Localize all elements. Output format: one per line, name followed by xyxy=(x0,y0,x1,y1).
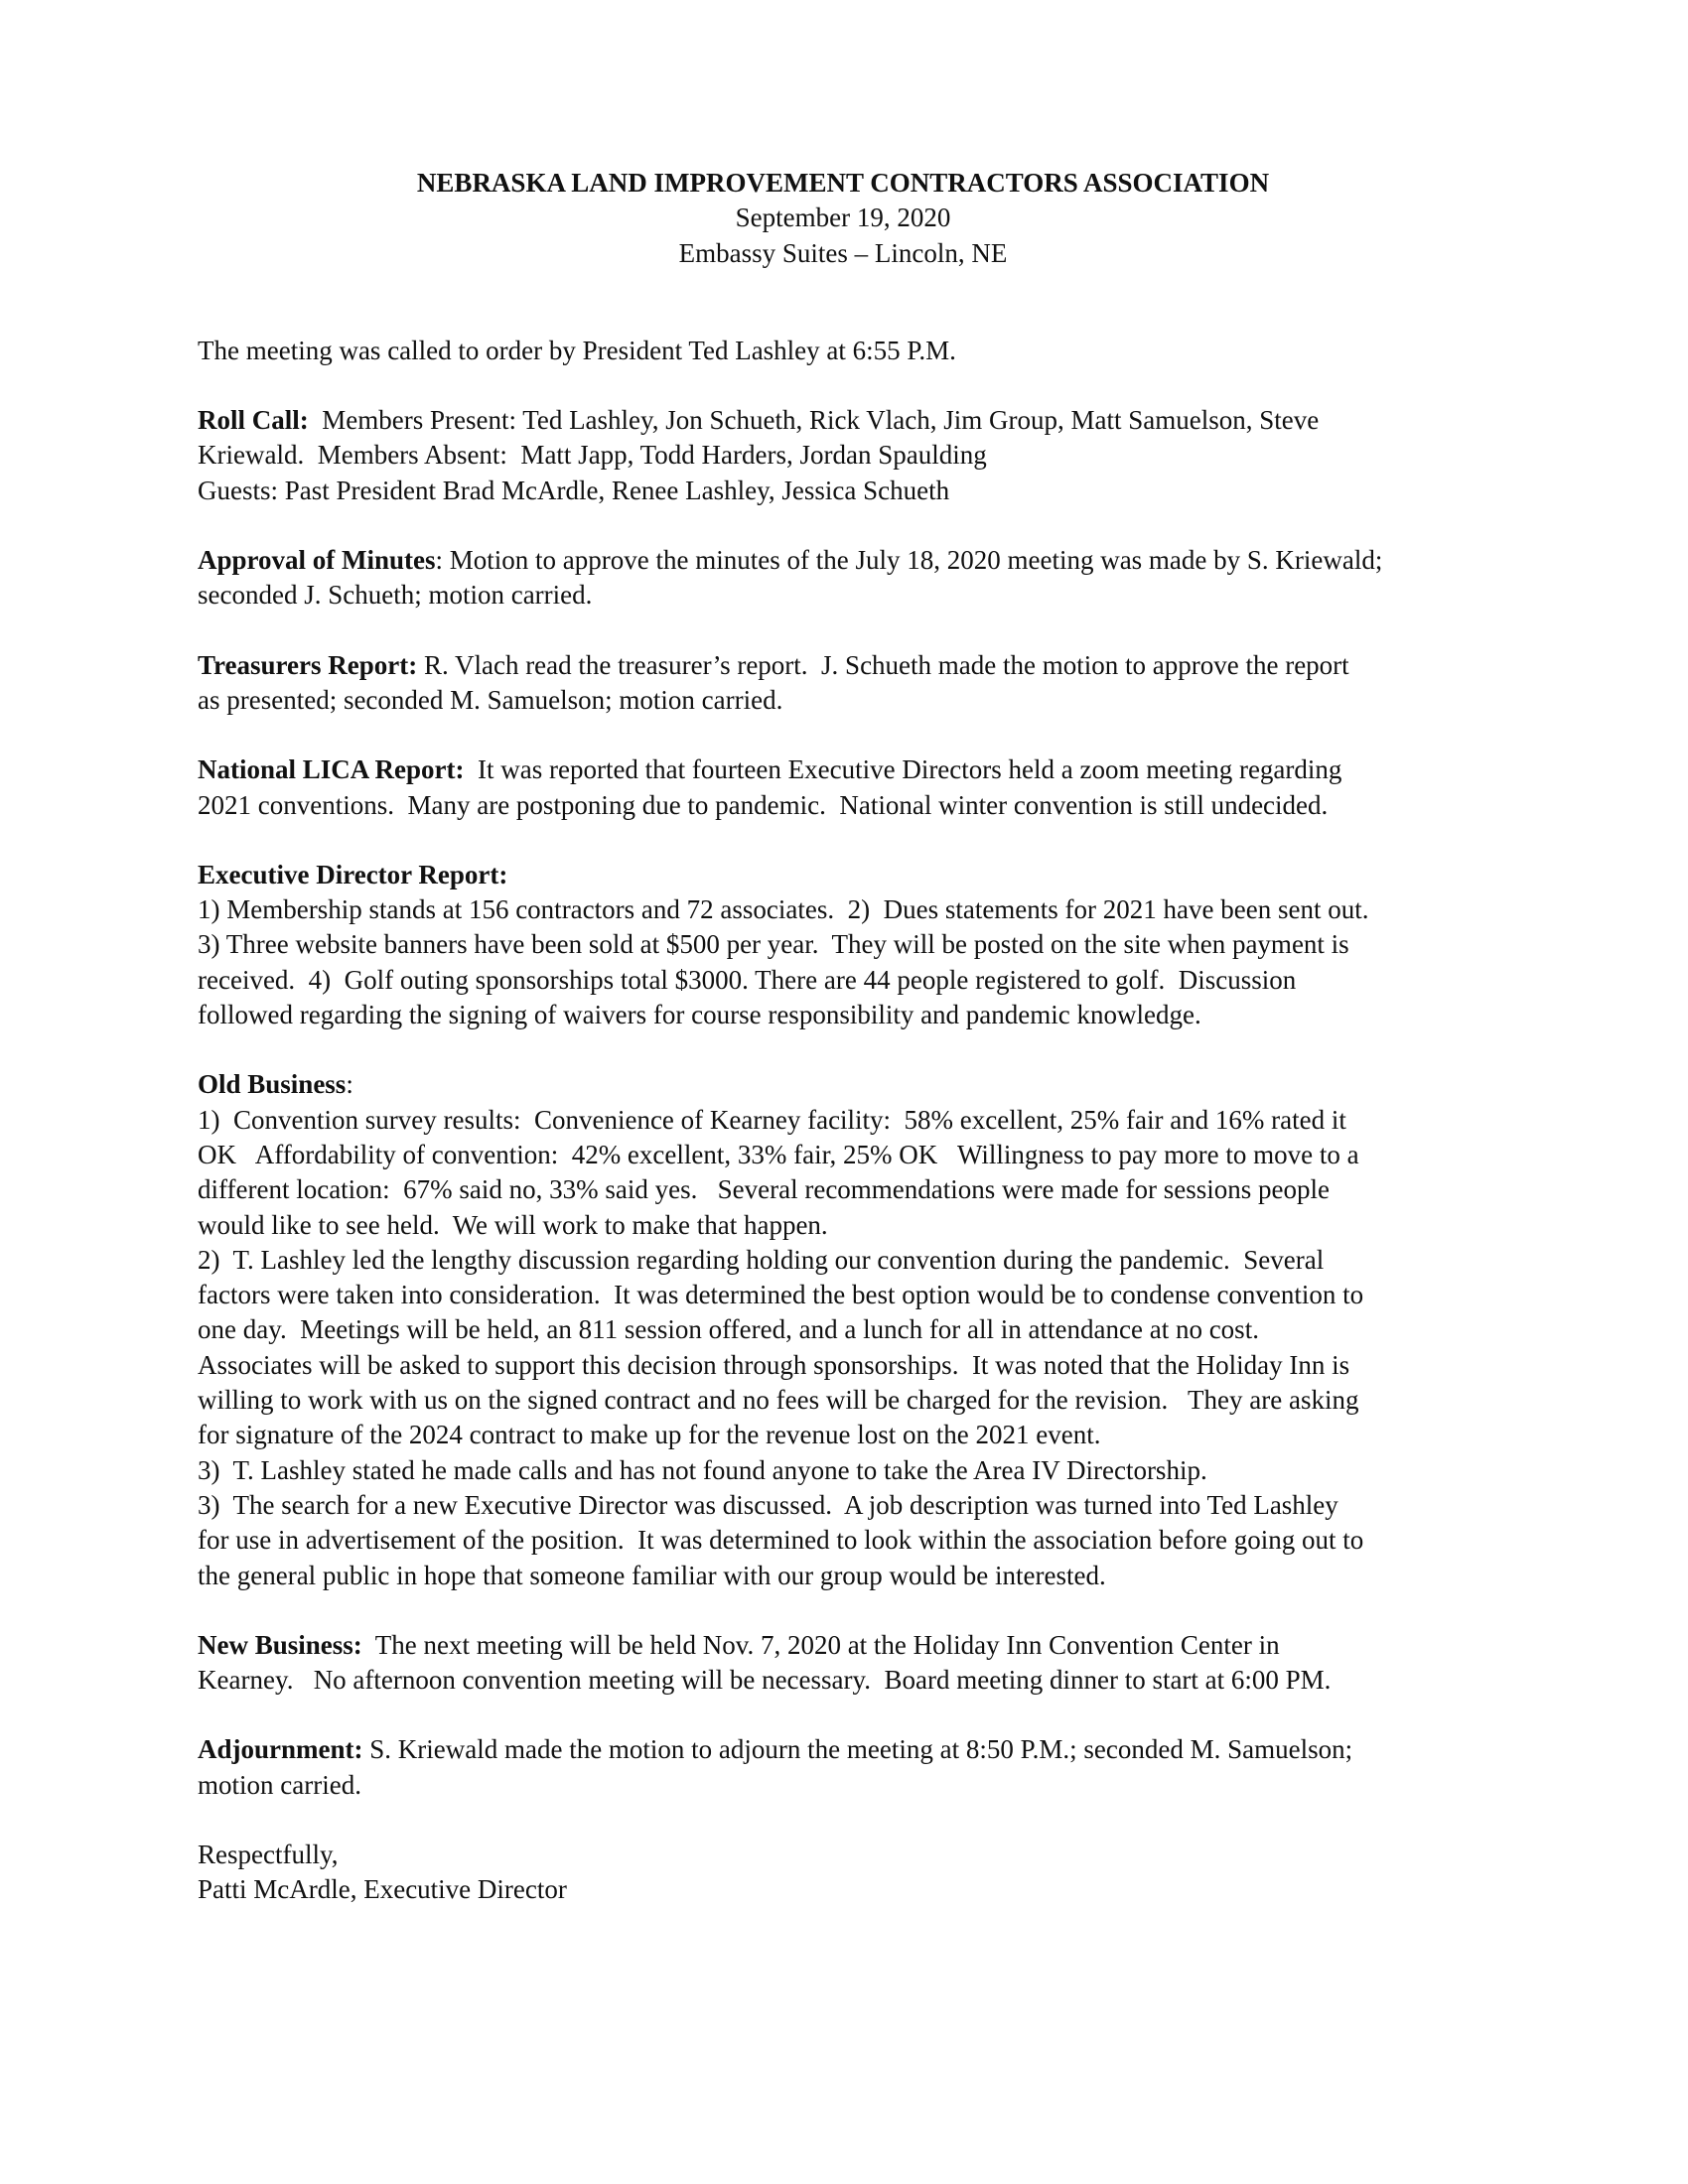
old-business-text: for signature of the 2024 contract to make up for the revenue lost on the 2021 event. xyxy=(198,1420,1101,1450)
new-business-heading: New Business: xyxy=(198,1629,362,1660)
treasurer-heading: Treasurers Report: xyxy=(198,649,418,680)
executive-text: followed regarding the signing of waivers for course responsibility and pandemic knowledge. xyxy=(198,1000,1201,1030)
organization-title: NEBRASKA LAND IMPROVEMENT CONTRACTORS ASSOCIATION xyxy=(416,168,1270,198)
guests-text: Guests: Past President Brad McArdle, Renee Lashley, Jessica Schueth xyxy=(198,475,950,505)
call-to-order: The meeting was called to order by President Ted Lashley at 6:55 P.M. xyxy=(198,335,956,365)
national-text: It was reported that fourteen Executive Directors held a zoom meeting regarding xyxy=(464,754,1342,785)
approval-text: : Motion to approve the minutes of the July 18, 2020 meeting was made by S. Kriewald; xyxy=(435,545,1383,576)
old-business-text: 3) The search for a new Executive Director was discussed. A job description was turned into Ted Lashley xyxy=(198,1489,1338,1520)
old-business-text: willing to work with us on the signed contract and no fees will be charged for the revision. They are asking xyxy=(198,1385,1359,1416)
signer-name: Patti McArdle, Executive Director xyxy=(198,1874,567,1905)
new-business-text: Kearney. No afternoon convention meeting will be necessary. Board meeting dinner to start at 6:00 PM. xyxy=(198,1665,1332,1696)
national-heading: National LICA Report: xyxy=(198,754,465,785)
treasurer-text: as presented; seconded M. Samuelson; motion carried. xyxy=(198,684,783,715)
executive-text: received. 4) Golf outing sponsorships total $3000. There are 44 people registered to golf. Discussion xyxy=(198,964,1297,995)
executive-section xyxy=(198,858,1528,1032)
roll-call-text: Members Present: Ted Lashley, Jon Schueth, Rick Vlach, Jim Group, Matt Samuelson, Steve xyxy=(308,405,1320,436)
roll-call-text: Kriewald. Members Absent: Matt Japp, Todd Harders, Jordan Spaulding xyxy=(198,440,987,471)
adjournment-text: motion carried. xyxy=(198,1769,361,1800)
meeting-date: September 19, 2020 xyxy=(735,203,951,233)
old-business-heading: Old Business xyxy=(198,1069,347,1100)
old-business-text: OK Affordability of convention: 42% excellent, 33% fair, 25% OK Willingness to pay more to move to a xyxy=(198,1139,1359,1169)
old-business-section xyxy=(198,1067,1528,1592)
meeting-location: Embassy Suites – Lincoln, NE xyxy=(678,237,1008,268)
old-business-text: 2) T. Lashley led the lengthy discussion regarding holding our convention during the pandemic. Several xyxy=(198,1244,1325,1275)
signature-block xyxy=(198,1838,1528,1908)
old-business-text: the general public in hope that someone familiar with our group would be interested. xyxy=(198,1560,1106,1590)
approval-heading: Approval of Minutes xyxy=(198,545,436,576)
document-header xyxy=(198,166,1488,271)
treasurer-text: R. Vlach read the treasurer’s report. J. Schueth made the motion to approve the report xyxy=(417,649,1349,680)
adjournment-section xyxy=(198,1732,1528,1803)
old-business-text: one day. Meetings will be held, an 811 session offered, and a lunch for all in attendance at no cost. xyxy=(198,1314,1259,1345)
old-business-text: Associates will be asked to support this decision through sponsorships. It was noted that the Holiday Inn is xyxy=(198,1349,1350,1380)
roll-call-section xyxy=(198,403,1528,508)
old-business-text: 3) T. Lashley stated he made calls and has not found anyone to take the Area IV Directorship. xyxy=(198,1454,1207,1485)
executive-text: 1) Membership stands at 156 contractors and 72 associates. 2) Dues statements for 2021 have been sent out. xyxy=(198,894,1369,925)
executive-heading: Executive Director Report: xyxy=(198,859,508,889)
minutes-document xyxy=(198,0,1528,1908)
adjournment-heading: Adjournment: xyxy=(198,1734,363,1765)
old-business-colon: : xyxy=(346,1069,353,1100)
national-section xyxy=(198,752,1528,823)
national-text: 2021 conventions. Many are postponing due to pandemic. National winter convention is still undecided. xyxy=(198,789,1329,820)
old-business-text: 1) Convention survey results: Convenience of Kearney facility: 58% excellent, 25% fair and 16% rated it xyxy=(198,1104,1346,1135)
approval-text: seconded J. Schueth; motion carried. xyxy=(198,580,593,611)
treasurer-section xyxy=(198,648,1528,719)
adjournment-text: S. Kriewald made the motion to adjourn the meeting at 8:50 P.M.; seconded M. Samuelson; xyxy=(362,1734,1353,1765)
old-business-text: for use in advertisement of the position. It was determined to look within the association before going out to xyxy=(198,1525,1364,1556)
old-business-text: factors were taken into consideration. It was determined the best option would be to condense convention to xyxy=(198,1280,1364,1310)
new-business-text: The next meeting will be held Nov. 7, 2020 at the Holiday Inn Convention Center in xyxy=(361,1629,1280,1660)
approval-section xyxy=(198,543,1528,614)
roll-call-heading: Roll Call: xyxy=(198,405,309,436)
executive-text: 3) Three website banners have been sold at $500 per year. They will be posted on the site when payment is xyxy=(198,929,1349,960)
new-business-section xyxy=(198,1628,1528,1699)
closing-text: Respectfully, xyxy=(198,1839,339,1869)
old-business-text: different location: 67% said no, 33% said yes. Several recommendations were made for sessions people xyxy=(198,1174,1330,1205)
old-business-text: would like to see held. We will work to make that happen. xyxy=(198,1209,828,1240)
